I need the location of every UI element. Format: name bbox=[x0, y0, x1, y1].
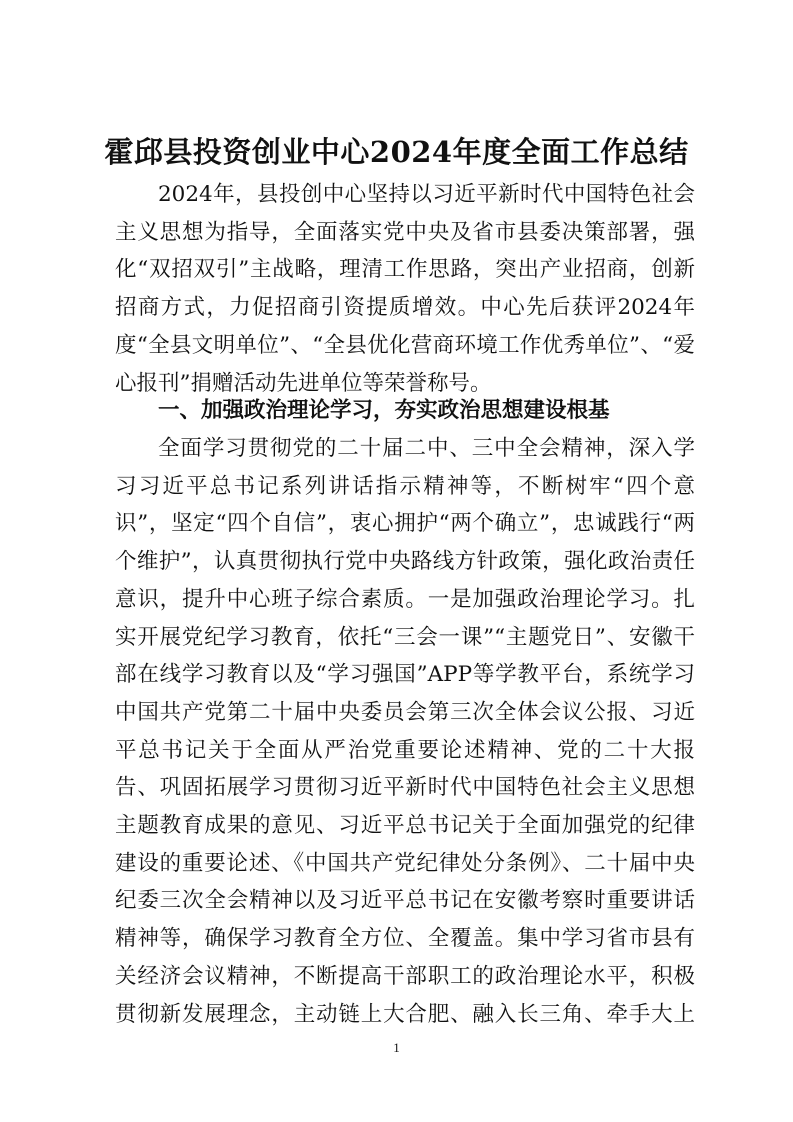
document-title: 霍邱县投资创业中心2024年度全面工作总结 bbox=[104, 135, 689, 169]
intro-paragraph: 2024年，县投创中心坚持以习近平新时代中国特色社会主义思想为指导，全面落实党中央及省市县委决策部署，强化“双招双引”主战略，理清工作思路，突出产业招商，创新招商方式，力促招商引资提质增效。中心先后获评2024年度“全县文明单位”、“全县优化营商环境工作优秀单位”、“爱心报刊”捐赠活动先进单位等荣誉称号。 bbox=[115, 182, 695, 396]
section-1-paragraph: 全面学习贯彻党的二十届二中、三中全会精神，深入学习习近平总书记系列讲话指示精神等，不断树牢“四个意识”，坚定“四个自信”，衷心拥护“两个确立”，忠诚践行“两个维护”，认真贯彻执行党中央路线方针政策，强化政治责任意识，提升中心班子综合素质。一是加强政治理论学习。扎实开展党纪学习教育，依托“三会一课”“主题党日”、安徽干部在线学习教育以及“学习强国”APP等学教平台，系统学习中国共产党第二十届中央委员会第三次全体会议公报、习近平总书记关于全面从严治党重要论述精神、党的二十大报告、巩固拓展学习贯彻习近平新时代中国特色社会主义思想主题教育成果的意见、习近平总书记关于全面加强党的纪律建设的重要论述、《中国共产党纪律处分条例》、二十届中央纪委三次全会精神以及习近平总书记在安徽考察时重要讲话精神等，确保学习教育全方位、全覆盖。集中学习省市县有关经济会议精神，不断提高干部职工的政治理论水平，积极贯彻新发展理念，主动链上大合肥、融入长三角、牵手大上 bbox=[115, 436, 695, 1027]
section-1-heading: 一、加强政治理论学习，夯实政治思想建设根基 bbox=[158, 398, 610, 423]
page-number: 1 bbox=[393, 1040, 400, 1055]
